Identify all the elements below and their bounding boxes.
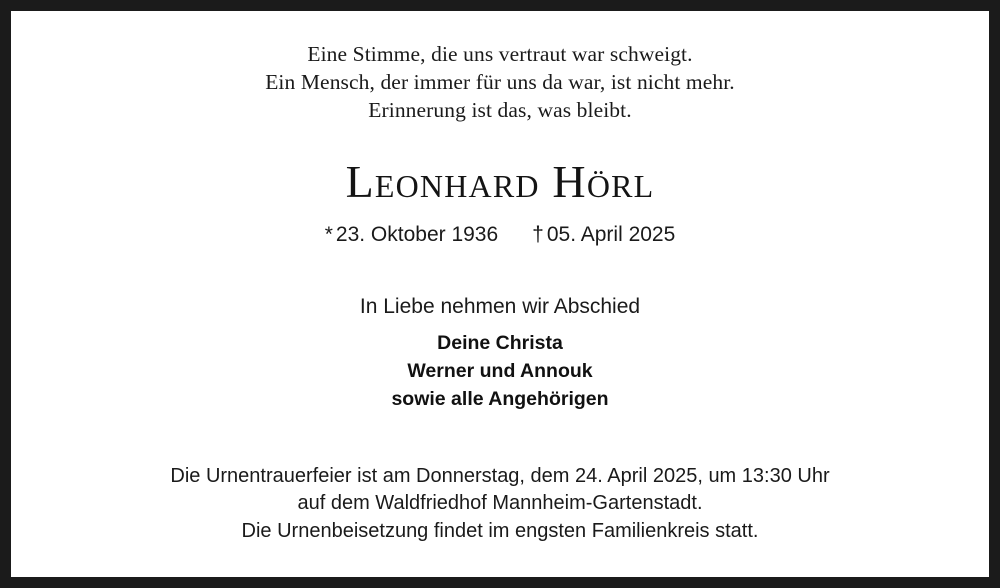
- verse-line-3: Erinnerung ist das, was bleibt.: [368, 97, 632, 122]
- mourners-list: [360, 330, 640, 413]
- farewell-lead: In Liebe nehmen wir Abschied: [359, 294, 641, 318]
- mourner-line: Deine Christa: [437, 332, 563, 355]
- service-line-2: auf dem Waldfriedhof Mannheim-Gartenstadt.: [297, 492, 703, 515]
- obituary-notice: [9, 9, 991, 579]
- death-cross-icon: †: [532, 222, 544, 246]
- deceased-name: Leonhard Hörl: [345, 155, 655, 207]
- death-date: [532, 223, 675, 247]
- memorial-verse: [265, 41, 735, 125]
- death-date-value: 05. April 2025: [546, 222, 676, 246]
- mourner-line: Werner und Annouk: [407, 359, 593, 382]
- service-details: [170, 463, 829, 545]
- birth-date: [325, 223, 498, 247]
- service-line-3: Die Urnenbeisetzung findet im engsten Familienkreis statt.: [241, 519, 759, 542]
- verse-line-1: Eine Stimme, die uns vertraut war schweigt.: [307, 42, 693, 66]
- service-line-1: Die Urnentrauerfeier ist am Donnerstag, dem 24. April 2025, um 13:30 Uhr: [170, 465, 830, 488]
- birth-date-value: 23. Oktober 1936: [335, 222, 499, 246]
- farewell-block: [360, 293, 640, 413]
- life-dates: [325, 223, 676, 247]
- verse-line-2: Ein Mensch, der immer für uns da war, ist nicht mehr.: [265, 69, 735, 94]
- birth-star-icon: *: [324, 222, 333, 246]
- mourner-line: sowie alle Angehörigen: [391, 387, 609, 410]
